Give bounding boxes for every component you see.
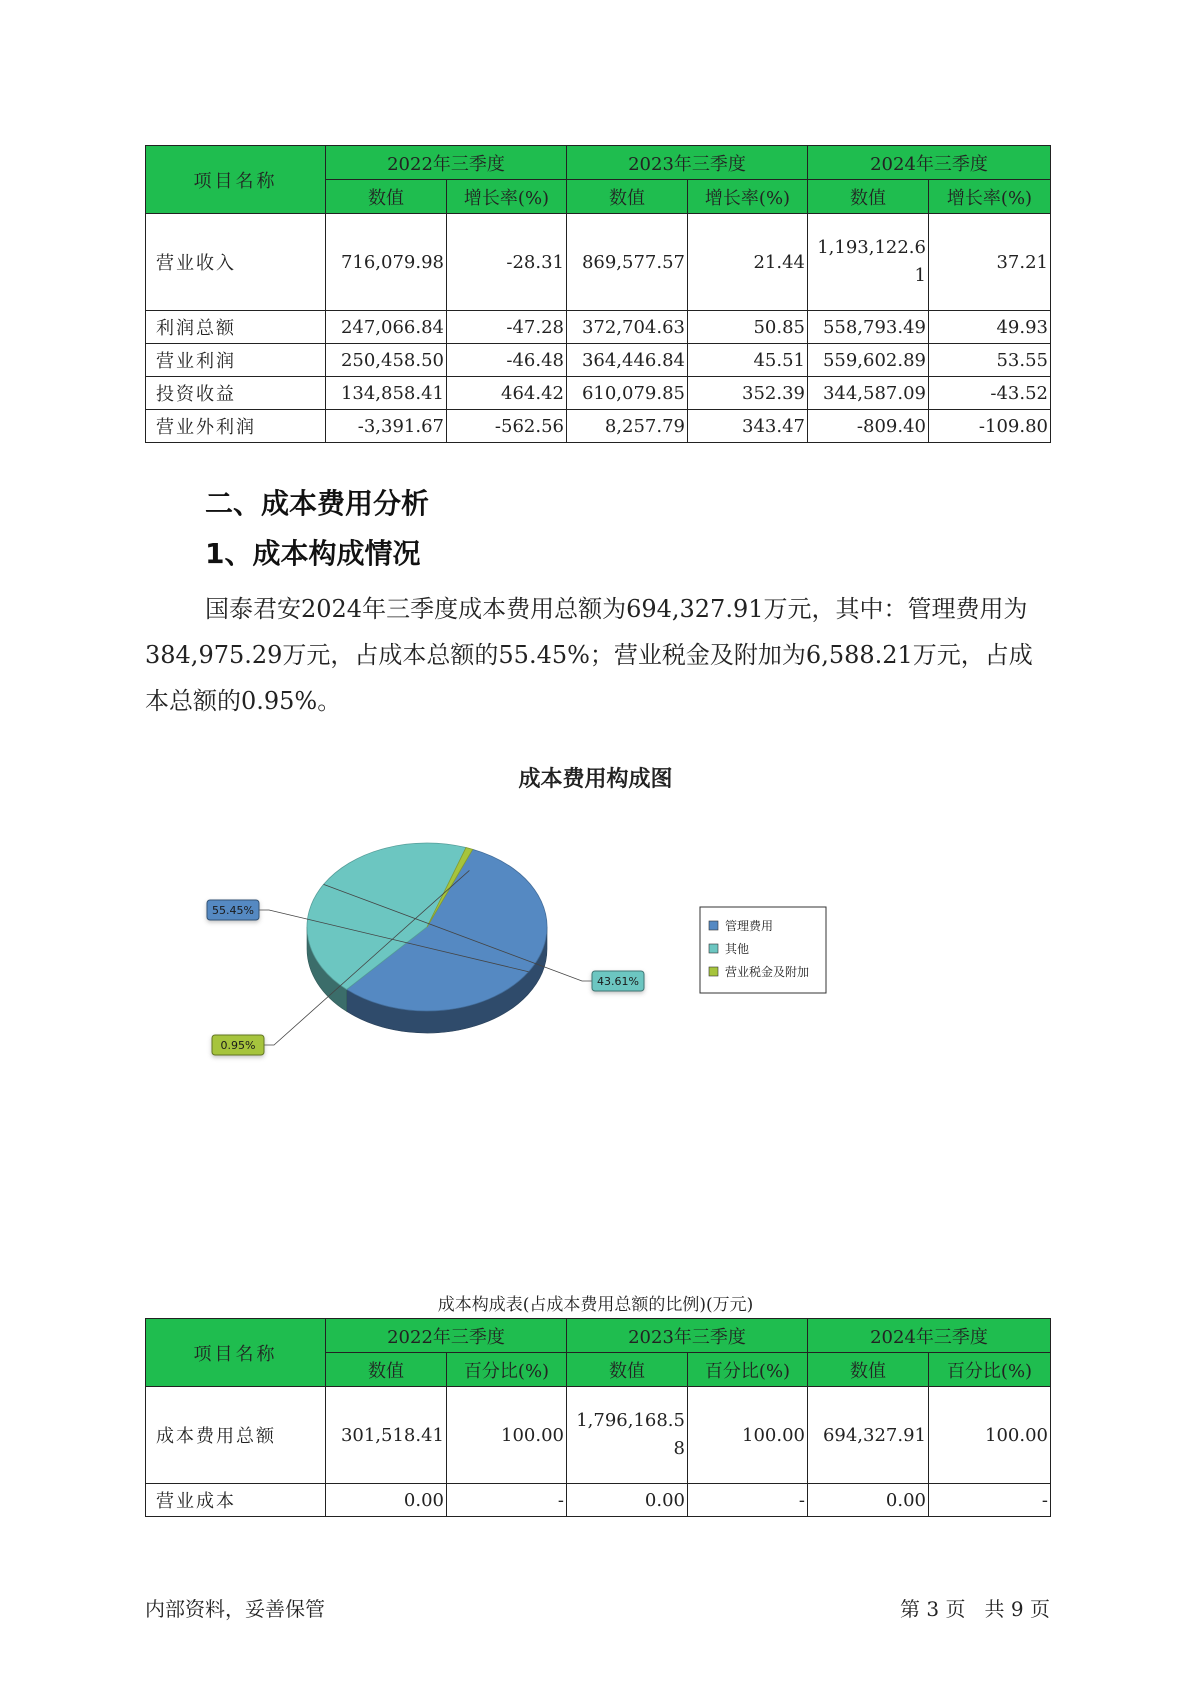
header-percent: 百分比(%) [447, 1353, 567, 1387]
header-value: 数值 [567, 180, 688, 214]
cell-rate: -47.28 [447, 311, 567, 344]
cell-value: 0.00 [326, 1484, 447, 1517]
cell-value: 558,793.49 [808, 311, 929, 344]
legend-swatch [709, 921, 718, 930]
cell-rate: -46.48 [447, 344, 567, 377]
cell-rate: -43.52 [929, 377, 1051, 410]
cell-percent: 100.00 [688, 1387, 808, 1484]
legend-label: 管理费用 [725, 919, 774, 933]
table-row [146, 311, 1051, 344]
row-name: 营业外利润 [146, 410, 326, 443]
row-name: 成本费用总额 [146, 1387, 326, 1484]
table-row [146, 377, 1051, 410]
cell-percent: - [929, 1484, 1051, 1517]
header-period: 2023年三季度 [567, 1319, 808, 1353]
cell-rate: 464.42 [447, 377, 567, 410]
header-rate: 增长率(%) [447, 180, 567, 214]
header-period: 2022年三季度 [326, 1319, 567, 1353]
cell-percent: - [447, 1484, 567, 1517]
cell-rate: 352.39 [688, 377, 808, 410]
header-value: 数值 [326, 1353, 447, 1387]
cell-value: 134,858.41 [326, 377, 447, 410]
cell-value: 250,458.50 [326, 344, 447, 377]
table-caption: 成本构成表(占成本费用总额的比例)(万元) [437, 1295, 754, 1315]
cell-rate: -562.56 [447, 410, 567, 443]
cell-value: 559,602.89 [808, 344, 929, 377]
row-name: 利润总额 [146, 311, 326, 344]
header-rate: 增长率(%) [688, 180, 808, 214]
cell-value: 869,577.57 [567, 214, 688, 311]
data-label: 0.95% [220, 1039, 256, 1052]
footer-page-number: 第 3 页 共 9 页 [900, 1597, 1050, 1621]
cost-pie-chart [0, 835, 1191, 1095]
cell-value: 1,796,168.58 [567, 1387, 688, 1484]
row-name: 营业收入 [146, 214, 326, 311]
footer-left: 内部资料，妥善保管 [145, 1597, 325, 1621]
cell-rate: 49.93 [929, 311, 1051, 344]
cell-rate: -109.80 [929, 410, 1051, 443]
cell-value: 344,587.09 [808, 377, 929, 410]
cell-value: 694,327.91 [808, 1387, 929, 1484]
cell-value: 247,066.84 [326, 311, 447, 344]
cell-value: 372,704.63 [567, 311, 688, 344]
header-value: 数值 [567, 1353, 688, 1387]
cell-value: 301,518.41 [326, 1387, 447, 1484]
header-value: 数值 [808, 180, 929, 214]
row-name: 营业利润 [146, 344, 326, 377]
legend-label: 其他 [725, 942, 750, 956]
header-period: 2023年三季度 [567, 146, 808, 180]
header-item-name: 项目名称 [146, 1319, 326, 1387]
cell-value: 1,193,122.61 [808, 214, 929, 311]
legend-swatch [709, 944, 718, 953]
table-row [146, 1484, 1051, 1517]
header-period: 2024年三季度 [808, 1319, 1051, 1353]
header-percent: 百分比(%) [929, 1353, 1051, 1387]
cell-percent: 100.00 [929, 1387, 1051, 1484]
cell-value: 610,079.85 [567, 377, 688, 410]
cell-value: -3,391.67 [326, 410, 447, 443]
cell-rate: -28.31 [447, 214, 567, 311]
cell-rate: 45.51 [688, 344, 808, 377]
header-value: 数值 [326, 180, 447, 214]
cell-value: 8,257.79 [567, 410, 688, 443]
pie-top [307, 843, 547, 1011]
table-row [146, 410, 1051, 443]
data-label: 43.61% [597, 975, 639, 988]
cell-rate: 21.44 [688, 214, 808, 311]
cell-percent: 100.00 [447, 1387, 567, 1484]
cell-rate: 53.55 [929, 344, 1051, 377]
table-row [146, 344, 1051, 377]
header-period: 2024年三季度 [808, 146, 1051, 180]
analysis-paragraph: 国泰君安2024年三季度成本费用总额为694,327.91万元，其中：管理费用为384,975.29万元，占成本总额的55.45%；营业税金及附加为6,588.21万元，占成本总额的0.95%。 [145, 595, 1033, 715]
row-name: 投资收益 [146, 377, 326, 410]
row-name: 营业成本 [146, 1484, 326, 1517]
cell-value: -809.40 [808, 410, 929, 443]
chart-legend [700, 907, 826, 993]
cell-rate: 37.21 [929, 214, 1051, 311]
cell-value: 0.00 [567, 1484, 688, 1517]
table-row [146, 214, 1051, 311]
table-row [146, 1387, 1051, 1484]
chart-title: 成本费用构成图 [518, 767, 673, 792]
header-item-name: 项目名称 [146, 146, 326, 214]
cost-table [145, 1318, 1051, 1517]
cell-percent: - [688, 1484, 808, 1517]
cell-rate: 50.85 [688, 311, 808, 344]
section-subheading: 1、成本构成情况 [205, 537, 421, 570]
cell-value: 0.00 [808, 1484, 929, 1517]
data-label: 55.45% [212, 904, 254, 917]
cell-rate: 343.47 [688, 410, 808, 443]
cell-value: 364,446.84 [567, 344, 688, 377]
header-period: 2022年三季度 [326, 146, 567, 180]
header-percent: 百分比(%) [688, 1353, 808, 1387]
legend-label: 营业税金及附加 [725, 965, 810, 979]
legend-swatch [709, 967, 718, 976]
header-value: 数值 [808, 1353, 929, 1387]
section-heading: 二、成本费用分析 [205, 487, 430, 520]
profit-table [145, 145, 1051, 443]
cell-value: 716,079.98 [326, 214, 447, 311]
header-rate: 增长率(%) [929, 180, 1051, 214]
